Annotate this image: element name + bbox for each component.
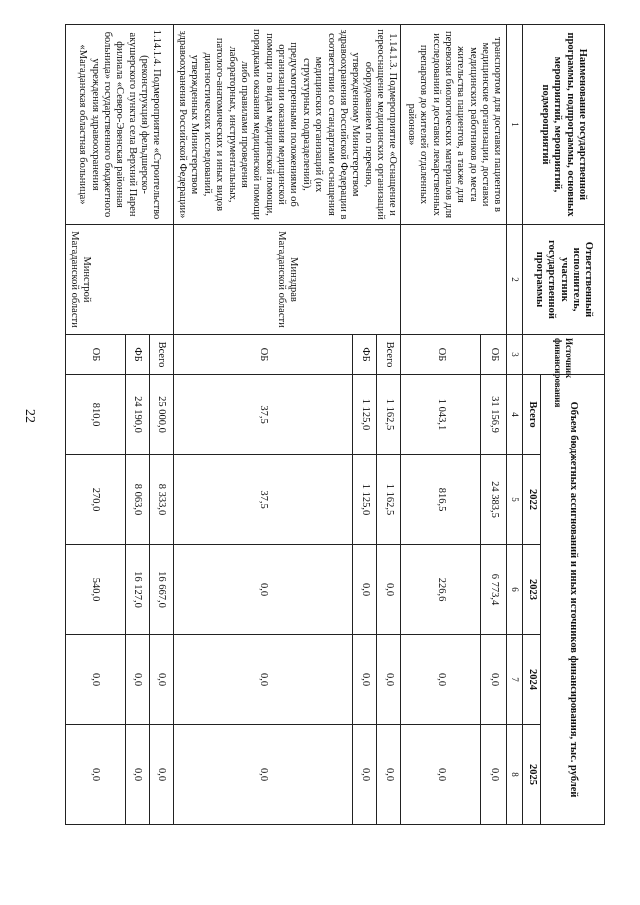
header-year-total: Всего xyxy=(523,375,541,455)
cell-2024: 0,0 xyxy=(401,635,481,725)
cell-total: 37,5 xyxy=(173,375,353,455)
row-name: 1.14.1.3. Подмероприятие «Оснащение и переоснащение медицинских организаций оборудованием по перечню, утвержденному Министерством здравоохранения Российской Федерации в соответствии со стандартами оснащения медицинских организаций (их структурных подразделений), предусмотренными положениями об организации оказания медицинской помощи по видам медицинской помощи, порядками оказания медицинской помощи либо правилами проведения лабораторных, инструментальных, патолого-анатомических и иных видов диагностических исследований, утвержденных Министерством здравоохранения Российской Федерации» xyxy=(173,25,401,225)
cell-2024: 0,0 xyxy=(353,635,377,725)
header-volume: Объем бюджетных ассигнований и иных источников финансирования, тыс. рублей xyxy=(541,375,605,825)
cell-2022: 1 125,0 xyxy=(353,455,377,545)
cell-2023: 16 667,0 xyxy=(149,545,173,635)
cell-total: 1 162,5 xyxy=(377,375,401,455)
cell-source: Всего xyxy=(377,335,401,375)
cell-2023: 540,0 xyxy=(65,545,125,635)
cell-2025: 0,0 xyxy=(353,725,377,825)
header-name: Наименование государственной программы, подпрограммы, основных мероприятий, мероприятий, подмероприятий xyxy=(523,25,605,225)
cell-source: ОБ xyxy=(65,335,125,375)
cell-total: 1 043,1 xyxy=(401,375,481,455)
cell-2025: 0,0 xyxy=(377,725,401,825)
cell-2025: 0,0 xyxy=(149,725,173,825)
header-year-2025: 2025 xyxy=(523,725,541,825)
cell-2022: 1 162,5 xyxy=(377,455,401,545)
cell-2022: 816,5 xyxy=(401,455,481,545)
rotated-table-container xyxy=(69,24,605,824)
cell-2024: 0,0 xyxy=(125,635,149,725)
cell-2022: 24 383,5 xyxy=(481,455,507,545)
cell-2023: 6 773,4 xyxy=(481,545,507,635)
col-number: 6 xyxy=(507,545,523,635)
budget-table xyxy=(65,24,605,825)
cell-2024: 0,0 xyxy=(149,635,173,725)
cell-2024: 0,0 xyxy=(377,635,401,725)
cell-2022: 8 333,0 xyxy=(149,455,173,545)
col-number: 2 xyxy=(507,225,523,335)
cell-total: 31 156,9 xyxy=(481,375,507,455)
cell-2023: 0,0 xyxy=(377,545,401,635)
cell-source: ОБ xyxy=(481,335,507,375)
header-source: Источник финансирования xyxy=(523,335,605,375)
cell-2025: 0,0 xyxy=(481,725,507,825)
cell-source: ОБ xyxy=(401,335,481,375)
cell-source: ФБ xyxy=(125,335,149,375)
cell-2022: 37,5 xyxy=(173,455,353,545)
cell-source: ОБ xyxy=(173,335,353,375)
col-number: 7 xyxy=(507,635,523,725)
cell-2022: 8 063,0 xyxy=(125,455,149,545)
row-name: 1.14.1.4. Подмероприятие «Строительство (реконструкция) фельдшерско-акушерского пункта села Верхний Парен филиала «Северо-Эвенская районная больница» государственного бюджетного учреждения здравоохранения «Магаданская областная больница» xyxy=(65,25,173,225)
row-executor xyxy=(401,225,507,335)
cell-2023: 0,0 xyxy=(173,545,353,635)
cell-2025: 0,0 xyxy=(401,725,481,825)
cell-2025: 0,0 xyxy=(65,725,125,825)
page-number: 22 xyxy=(22,409,37,423)
cell-total: 25 000,0 xyxy=(149,375,173,455)
col-number: 4 xyxy=(507,375,523,455)
cell-2025: 0,0 xyxy=(125,725,149,825)
cell-2023: 16 127,0 xyxy=(125,545,149,635)
header-year-2022: 2022 xyxy=(523,455,541,545)
cell-2023: 0,0 xyxy=(353,545,377,635)
header-executor: Ответственный исполнитель, участник государственной программы xyxy=(523,225,605,335)
cell-2024: 0,0 xyxy=(173,635,353,725)
cell-2025: 0,0 xyxy=(173,725,353,825)
row-executor: Минстрой Магаданской области xyxy=(65,225,173,335)
cell-2022: 270,0 xyxy=(65,455,125,545)
cell-total: 810,0 xyxy=(65,375,125,455)
col-number: 1 xyxy=(507,25,523,225)
header-year-2024: 2024 xyxy=(523,635,541,725)
col-number: 8 xyxy=(507,725,523,825)
col-number: 5 xyxy=(507,455,523,545)
cell-2023: 226,6 xyxy=(401,545,481,635)
row-executor: Минздрав Магаданской области xyxy=(173,225,401,335)
header-year-2023: 2023 xyxy=(523,545,541,635)
row-name: транспортом для доставки пациентов в медицинские организации, доставки медицинских работников до места жительства пациентов, а также для перевозки биологических материалов для исследований и доставки лекарственных препаратов до жителей отдаленных районов» xyxy=(401,25,507,225)
col-number: 3 xyxy=(507,335,523,375)
cell-2024: 0,0 xyxy=(481,635,507,725)
cell-source: Всего xyxy=(149,335,173,375)
cell-2024: 0,0 xyxy=(65,635,125,725)
cell-total: 1 125,0 xyxy=(353,375,377,455)
cell-source: ФБ xyxy=(353,335,377,375)
cell-total: 24 190,0 xyxy=(125,375,149,455)
